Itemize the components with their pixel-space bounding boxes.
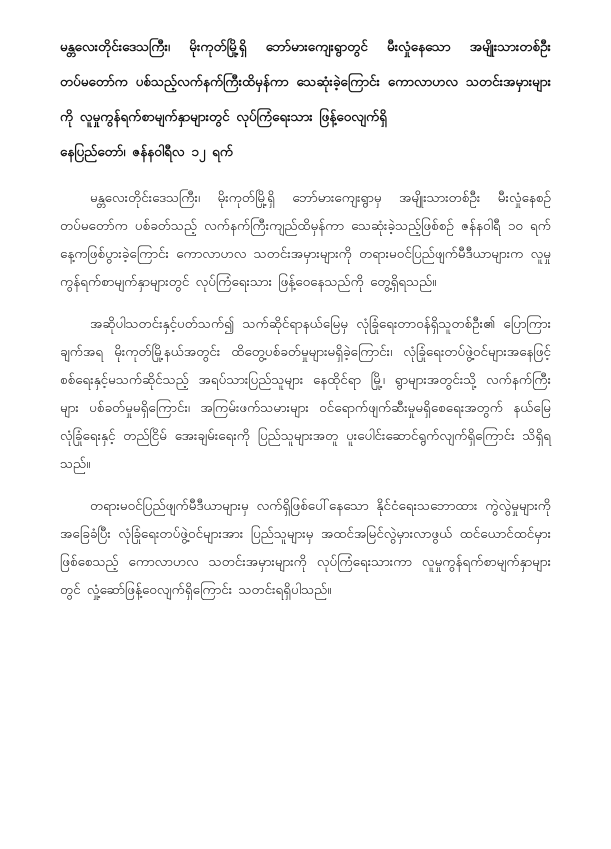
headline-text: မန္တလေးတိုင်းဒေသကြီး၊ မိုးကုတ်မြို့ရှိ ဘော်မားကျေးရွာတွင် မီးလှုံနေသော အမျိုးသားတစ်ဦး တပ်မတော်က ပစ်သည့်လက်နက်ကြီးထိမှန်ကာ သေဆုံးခဲ့ကြောင်း ကောလာဟလ သတင်းအမှားများကို လူမှုကွန်ရက်စာမျက်နှာများတွင် လုပ်ကြံရေးသား ဖြန့်ဝေလျက်ရှိ [60,39,551,125]
article-headline [60,30,551,170]
body-paragraph-1: မန္တလေးတိုင်းဒေသကြီး၊ မိုးကုတ်မြို့ရှိ ဘော်မားကျေးရွာမှ အမျိုးသားတစ်ဦး မီးလှုံနေစဉ် တပ်မတော်က ပစ်ခတ်သည့် လက်နက်ကြီးကျည်ထိမှန်ကာ သေဆုံးခဲ့သည့်ဖြစ်စဉ် ဇန်နဝါရီ ၁၀ ရက်နေ့ကဖြစ်ပွားခဲ့ကြောင်း ကောလာဟလ သတင်းအမှားများကို တရားမဝင်ပြည်ဖျက်မီဒီယာများက လူမှုကွန်ရက်စာမျက်နှာများတွင် လုပ်ကြံရေးသား ဖြန့်ဝေနေသည်ကို တွေ့ရှိရသည်။ [60,190,551,290]
body-paragraph-2: အဆိုပါသတင်းနှင့်ပတ်သက်၍ သက်ဆိုင်ရာနယ်မြေမှ လုံခြုံရေးတာဝန်ရှိသူတစ်ဦး၏ ပြောကြားချက်အရ မိုးကုတ်မြို့နယ်အတွင်း ထိတွေ့ပစ်ခတ်မှုများမရှိခဲ့ကြောင်း၊ လုံခြုံရေးတပ်ဖွဲ့ဝင်များအနေဖြင့် စစ်ရေးနှင့်မသက်ဆိုင်သည့် အရပ်သားပြည်သူများ နေထိုင်ရာ မြို့၊ ရွာများအတွင်းသို့ လက်နက်ကြီးများ ပစ်ခတ်မှုမရှိကြောင်း၊ အကြမ်းဖက်သမားများ ဝင်ရောက်ဖျက်ဆီးမှုမရှိစေရေးအတွက် နယ်မြေလုံခြုံရေးနှင့် တည်ငြိမ် အေးချမ်းရေးကို ပြည်သူများအတူ ပူးပေါင်းဆောင်ရွက်လျက်ရှိကြောင်း သိရှိရသည်။ [60,316,551,472]
body-paragraph-3: တရားမဝင်ပြည်ဖျက်မီဒီယာများမှ လက်ရှိဖြစ်ပေါ်နေသော နိုင်ငံရေးသဘောထား ကွဲလွဲမှုများကို အခြေခံပြီး လုံခြုံရေးတပ်ဖွဲ့ဝင်များအား ပြည်သူများမှ အထင်အမြင်လွဲမှားလာဖွယ် ထင်ယောင်ထင်မှားဖြစ်စေသည့် ကောလာဟလ သတင်းအမှားများကို လုပ်ကြံရေးသားကာ လူမှုကွန်ရက်စာမျက်နှာများတွင် လှုံ့ဆော်ဖြန့်ဝေလျက်ရှိကြောင်း သတင်းရရှိပါသည်။ [60,498,551,598]
dateline: နေပြည်တော်၊ ဇန်နဝါရီလ ၁၂ ရက် [60,144,234,160]
